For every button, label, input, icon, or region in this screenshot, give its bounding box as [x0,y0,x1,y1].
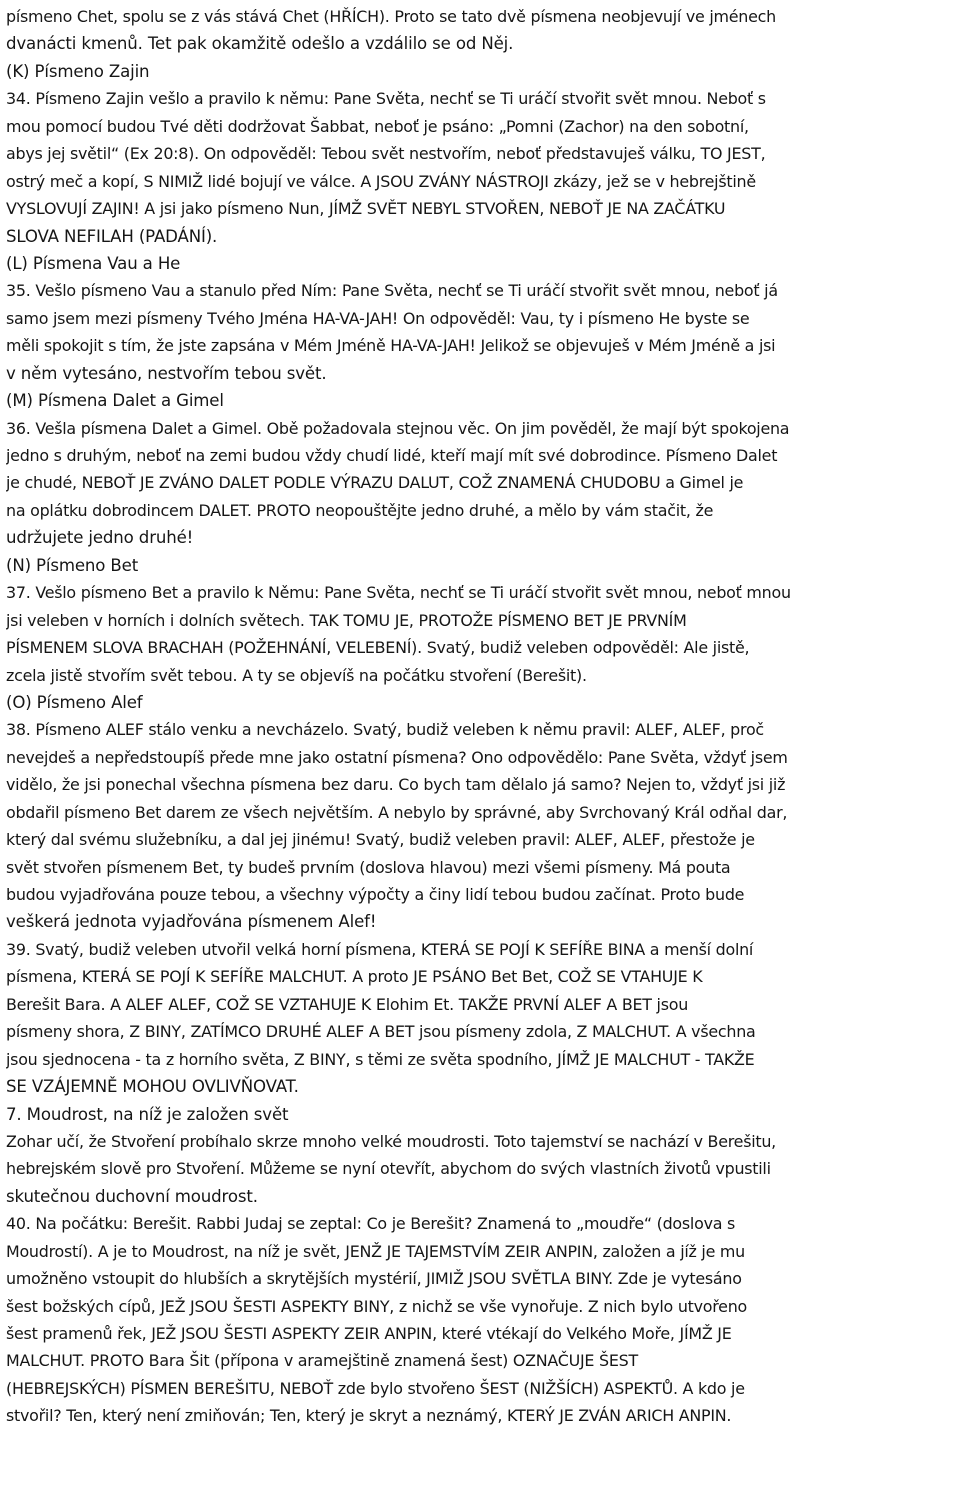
text-line: umožněno vstoupit do hlubších a skrytějších mystérií, JIMIŽ JSOU SVĚTLA BINY. Zde je vytesáno [6,1269,742,1289]
section-heading: (M) Písmena Dalet a Gimel [6,391,224,411]
text-line: SLOVA NEFILAH (PADÁNÍ). [6,226,218,246]
text-line: měli spokojit s tím, že jste zapsána v Mém Jméně HA-VA-JAH! Jelikož se objevuješ v Mém Jméně a jsi [6,336,776,356]
text-line: 39. Svatý, budiž veleben utvořil velká horní písmena, KTERÁ SE POJÍ K SEFÍŘE BINA a menší dolní [6,939,754,959]
text-line: MALCHUT. PROTO Bara Šit (přípona v aramejštině znamená šest) OZNAČUJE ŠEST [6,1351,638,1371]
text-line: dvanácti kmenů. Tet pak okamžitě odešlo a vzdálilo se od Něj. [6,34,514,54]
text-line: šest pramenů řek, JEŽ JSOU ŠESTI ASPEKTY ZEIR ANPIN, které vtékají do Velkého Moře, JÍMŽ JE [6,1324,732,1343]
text-line: nevejdeš a nepředstoupíš přede mne jako ostatní písmena? Ono odpovědělo: Pane Světa, vždyť jsem [6,747,788,767]
text-line: abys jej světil“ (Ex 20:8). On odpověděl: Tebou svět nestvořím, neboť představuješ válku, TO JEST, [6,144,766,164]
text-line: který dal svému služebníku, a dal jej jinému! Svatý, budiž veleben pravil: ALEF, ALEF, přestože je [6,830,755,850]
section-heading: (L) Písmena Vau a He [6,253,181,273]
text-line: PÍSMENEM SLOVA BRACHAH (POŽEHNÁNÍ, VELEBENÍ). Svatý, budiž veleben odpověděl: Ale jistě, [6,638,750,658]
text-line: je chudé, NEBOŤ JE ZVÁNO DALET PODLE VÝRAZU DALUT, COŽ ZNAMENÁ CHUDOBU a Gimel je [6,473,744,493]
text-line: jedno s druhým, neboť na zemi budou vždy chudí lidé, kteří mají mít své dobrodince. Písmeno Dalet [6,446,778,465]
text-line: jsou sjednocena - ta z horního světa, Z BINY, s těmi ze světa spodního, JÍMŽ JE MALCHUT - TAKŽE [6,1049,755,1069]
text-line: písmeno Chet, spolu se z vás stává Chet (HŘÍCH). Proto se tato dvě písmena neobjevují ve jménech [6,7,776,26]
document-page [6,3,956,1485]
section-heading: (O) Písmeno Alef [6,692,143,712]
text-line: budou vyjadřována pouze tebou, a všechny výpočty a činy lidí tebou budou začínat. Proto bude [6,885,745,904]
text-line: veškerá jednota vyjadřována písmenem Alef! [6,912,377,932]
text-line: svět stvořen písmenem Bet, ty budeš prvním (doslova hlavou) mezi všemi písmeny. Má pouta [6,857,731,877]
text-line [6,1457,956,1484]
text-line: na oplátku dobrodincem DALET. PROTO neopouštějte jedno druhé, a mělo by vám stačit, že [6,500,714,520]
text-line: ostrý meč a kopí, S NIMIŽ lidé bojují ve válce. A JSOU ZVÁNY NÁSTROJI zkázy, jež se v hebrejštině [6,171,756,191]
section-heading: (K) Písmeno Zajin [6,61,150,81]
text-line: zcela jistě stvořím svět tebou. A ty se objevíš na počátku stvoření (Berešit). [6,665,587,685]
text-line: písmena, KTERÁ SE POJÍ K SEFÍŘE MALCHUT. A proto JE PSÁNO Bet Bet, COŽ SE VTAHUJE K [6,967,703,987]
text-line: vidělo, že jsi ponechal všechna písmena bez daru. Co bych tam dělalo já samo? Nejen to, vždyť jsi již [6,775,786,795]
text-line: Berešit Bara. A ALEF ALEF, COŽ SE VZTAHUJE K Elohim Et. TAKŽE PRVNÍ ALEF A BET jsou [6,994,689,1014]
text-line: 38. Písmeno ALEF stálo venku a nevcházelo. Svatý, budiž veleben k němu pravil: ALEF, ALEF, proč [6,720,764,740]
text-line: 40. Na počátku: Berešit. Rabbi Judaj se zeptal: Co je Berešit? Znamená to „moudře“ (doslova s [6,1214,736,1234]
text-line: šest božských cípů, JEŽ JSOU ŠESTI ASPEKTY BINY, z nichž se vše vynořuje. Z nich bylo utvořeno [6,1296,747,1316]
text-line: 36. Vešla písmena Dalet a Gimel. Obě požadovala stejnou věc. On jim pověděl, že mají být spokojena [6,418,790,438]
section-heading: 7. Moudrost, na níž je založen svět [6,1104,289,1124]
text-line: SE VZÁJEMNĚ MOHOU OVLIVŇOVAT. [6,1077,299,1097]
section-heading: (N) Písmeno Bet [6,555,139,575]
text-line: skutečnou duchovní moudrost. [6,1186,258,1206]
text-line: 37. Vešlo písmeno Bet a pravilo k Němu: Pane Světa, nechť se Ti uráčí stvořit svět mnou, neboť mnou [6,583,791,603]
text-line: v něm vytesáno, nestvořím tebou svět. [6,363,327,383]
text-line: písmeny shora, Z BINY, ZATÍMCO DRUHÉ ALEF A BET jsou písmeny zdola, Z MALCHUT. A všechna [6,1022,756,1042]
text-line: Zohar učí, že Stvoření probíhalo skrze mnoho velké moudrosti. Toto tajemství se nachází v Berešitu, [6,1131,776,1151]
text-line: mou pomocí budou Tvé děti dodržovat Šabbat, neboť je psáno: „Pomni (Zachor) na den sobotní, [6,116,749,136]
text-line: stvořil? Ten, který není zmiňován; Ten, který je skryt a neznámý, KTERÝ JE ZVÁN ARICH ANPIN. [6,1406,732,1426]
text-line: obdařil písmeno Bet darem ze všech největším. A nebylo by správné, aby Svrchovaný Král odňal dar, [6,802,788,822]
text-line [6,1430,956,1457]
text-line: Moudrostí). A je to Moudrost, na níž je svět, JENŽ JE TAJEMSTVÍM ZEIR ANPIN, založen a jíž je mu [6,1241,745,1261]
text-line: hebrejském slově pro Stvoření. Můžeme se nyní otevřít, abychom do svých vlastních životů vpustili [6,1159,771,1179]
text-line: samo jsem mezi písmeny Tvého Jména HA-VA-JAH! On odpověděl: Vau, ty i písmeno He byste se [6,308,750,328]
text-line: udržujete jedno druhé! [6,528,194,548]
text-line: 34. Písmeno Zajin vešlo a pravilo k němu: Pane Světa, nechť se Ti uráčí stvořit svět mnou. Neboť s [6,89,766,109]
text-line: jsi veleben v horních i dolních světech. TAK TOMU JE, PROTOŽE PÍSMENO BET JE PRVNÍM [6,610,687,630]
text-line: (HEBREJSKÝCH) PÍSMEN BEREŠITU, NEBOŤ zde bylo stvořeno ŠEST (NIŽŠÍCH) ASPEKTŮ. A kdo je [6,1378,745,1398]
text-line: VYSLOVUJÍ ZAJIN! A jsi jako písmeno Nun, JÍMŽ SVĚT NEBYL STVOŘEN, NEBOŤ JE NA ZAČÁTKU [6,199,726,219]
text-line: 35. Vešlo písmeno Vau a stanulo před Ním: Pane Světa, nechť se Ti uráčí stvořit svět mnou, neboť já [6,281,778,301]
